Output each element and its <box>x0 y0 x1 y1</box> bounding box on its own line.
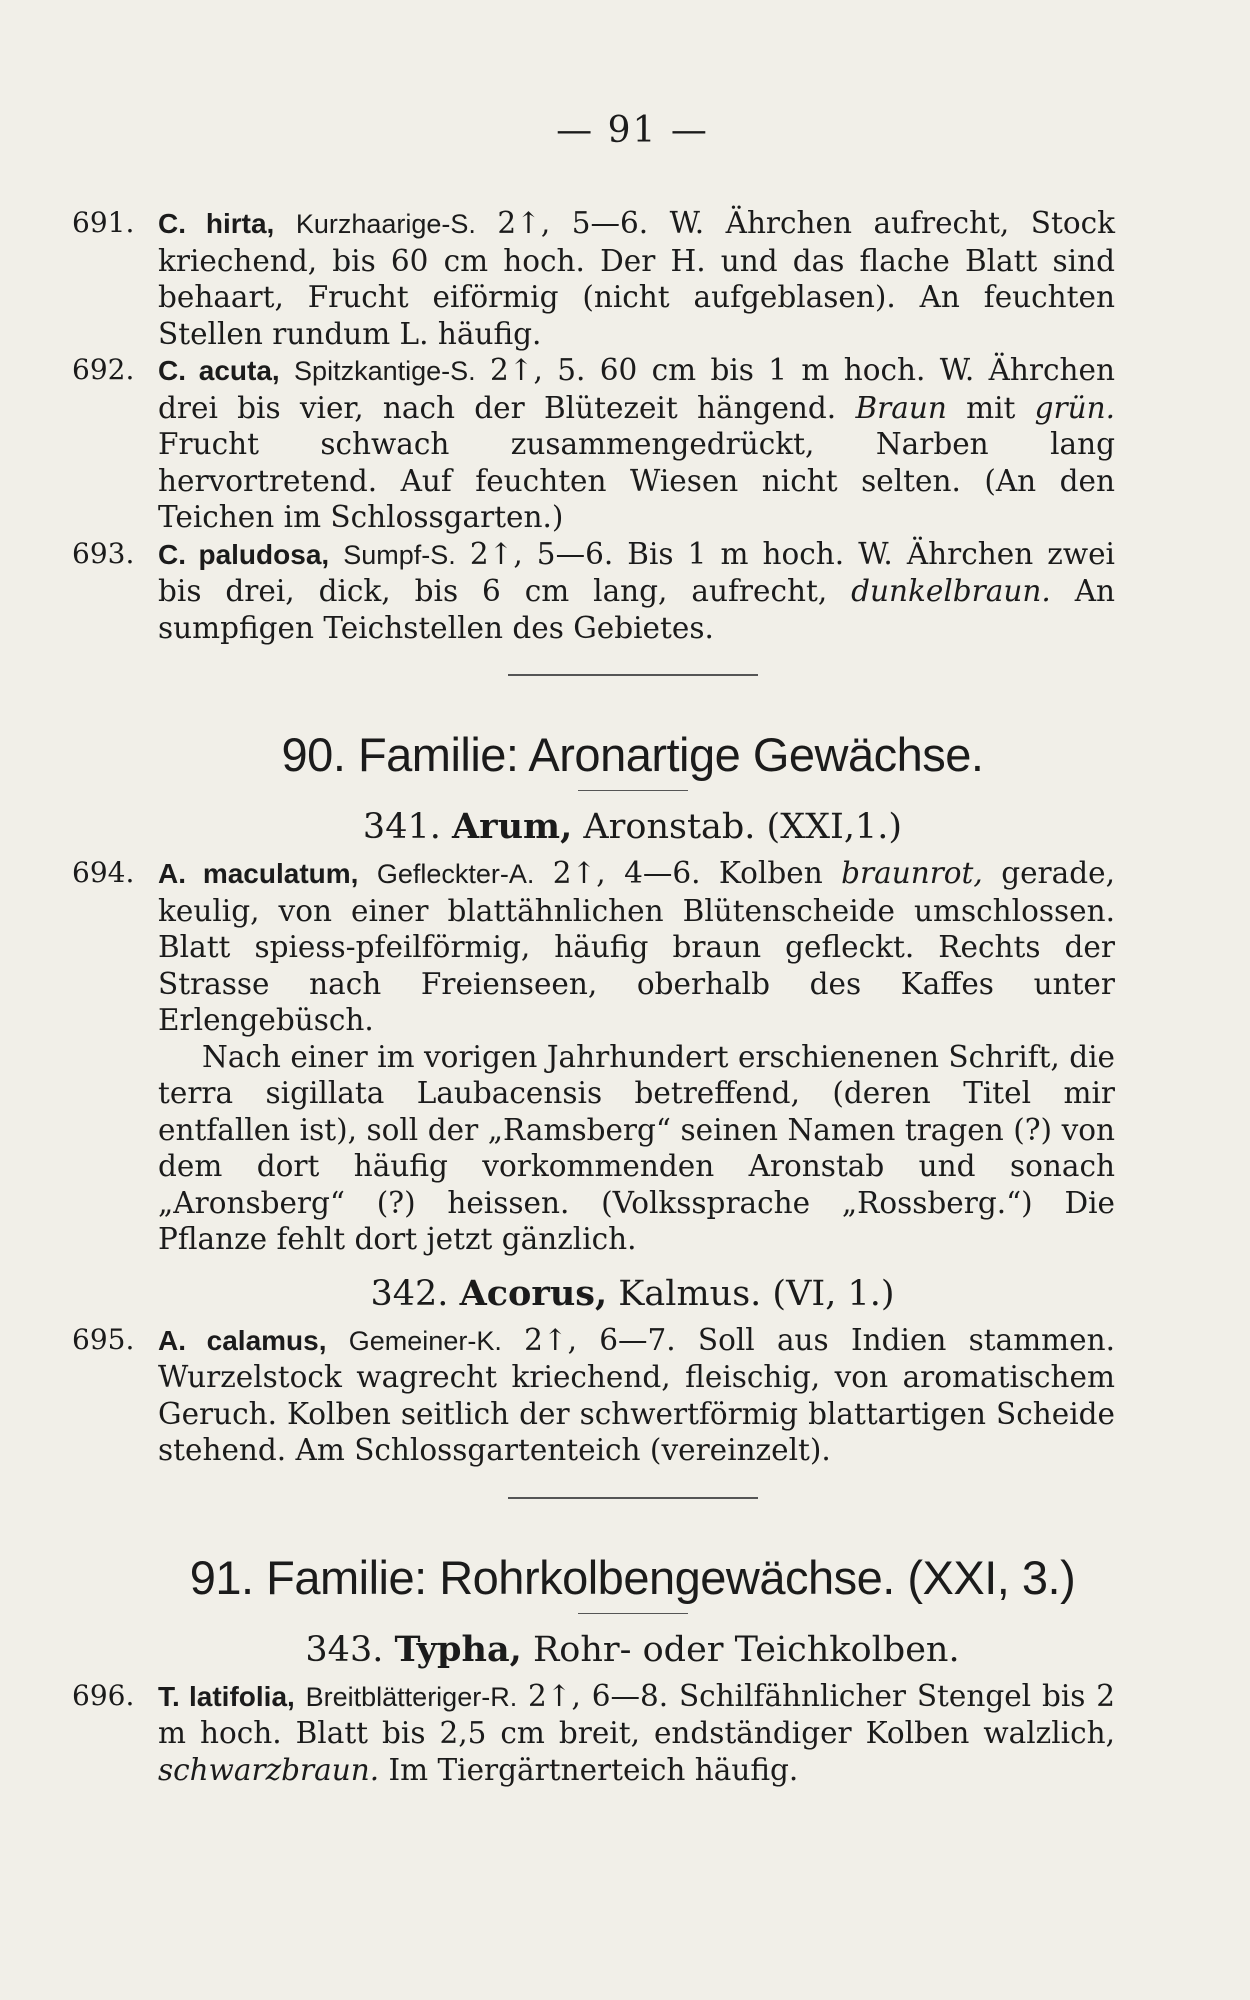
scientific-name: C. hirta, <box>158 208 275 239</box>
entry-number: 696. <box>72 1678 135 1712</box>
scientific-name: A. maculatum, <box>158 858 359 889</box>
genus-number: 342. <box>370 1273 449 1314</box>
genus-rest: Kalmus. (VI, 1.) <box>607 1273 895 1314</box>
common-name: Gefleckter-A. <box>376 859 535 889</box>
entry-italic: braunrot, <box>841 856 983 890</box>
entry-number: 692. <box>72 353 135 386</box>
entry-number: 695. <box>72 1322 135 1356</box>
genus-name: Typha, <box>394 1628 522 1670</box>
entry-text: 2↑, 5—6. Bis 1 m hoch. W. Ährchen zwei bis drei, dick, bis 6 cm lang, aufrecht, <box>158 536 1115 608</box>
scientific-name: A. calamus, <box>158 1324 327 1356</box>
genus-rest: Rohr- oder Teichkolben. <box>521 1629 960 1670</box>
entry-italic: grün. <box>1034 390 1115 425</box>
entry-693 <box>72 536 1115 647</box>
page-number: — 91 — <box>556 110 709 151</box>
common-name: Sumpf-S. <box>343 539 456 570</box>
common-name: Gemeiner-K. <box>348 1325 502 1356</box>
genus-number: 341. <box>362 807 441 847</box>
common-name: Breitblätteriger-R. <box>305 1681 518 1712</box>
entry-italic: Braun <box>855 390 947 425</box>
note-paragraph: Nach einer im vorigen Jahrhundert erschienenen Schrift, die terra sigillata Laubacensis betreffend, (deren Titel mir entfallen ist), soll der „Ramsberg“ seinen Namen tragen (?) von dem dort häufig vorkommenden Aronstab und sonach „Aronsberg“ (?) heissen. (Volkssprache „Rossberg.“) Die Pflanze fehlt dort jetzt gänzlich. <box>158 1039 1115 1256</box>
entry-italic: schwarzbraun. <box>158 1752 380 1787</box>
entry-691 <box>72 205 1116 352</box>
entry-number: 691. <box>72 206 135 239</box>
genus-rest: Aronstab. (XXI,1.) <box>572 807 903 847</box>
genus-heading-343 <box>150 1628 1115 1672</box>
scientific-name: C. acuta, <box>158 355 280 386</box>
family-heading-91: 91. Familie: Rohrkolbengewächse. (XXI, 3.) <box>189 1550 1076 1604</box>
entry-695 <box>72 1322 1115 1469</box>
heading-underline <box>578 1613 688 1614</box>
genus-heading-341 <box>150 805 1115 849</box>
genus-number: 343. <box>305 1629 384 1670</box>
genus-name: Arum, <box>452 806 573 847</box>
entry-text: 2↑, 6—7. Soll aus Indien stammen. Wurzelstock wagrecht kriechend, fleischig, von aromatischem Geruch. Kolben seitlich der schwertförmig blattartigen Scheide stehend. Am Schlossgartenteich (vereinzelt). <box>158 1322 1115 1467</box>
entry-number: 694. <box>72 856 135 889</box>
entry-692 <box>72 352 1115 536</box>
heading-underline <box>578 790 688 791</box>
entry-text: 2↑, 5—6. W. Ährchen aufrecht, Stock kriechend, bis 60 cm hoch. Der H. und das flache Blatt sind behaart, Frucht eiförmig (nicht aufgeblasen). An feuchten Stellen rundum L. häufig. <box>158 206 1116 351</box>
entry-text: Im Tiergärtnerteich häufig. <box>379 1752 799 1787</box>
entry-text: 2↑, 6—8. Schilfähnlicher Stengel bis 2 m hoch. Blatt bis 2,5 cm breit, endständiger Kolben walzlich, <box>158 1678 1115 1750</box>
entry-text: An sumpfigen Teichstellen des Gebietes. <box>158 574 1115 645</box>
entry-number: 693. <box>72 536 135 570</box>
scientific-name: C. paludosa, <box>158 538 330 570</box>
entry-text: gerade, keulig, von einer blattähnlichen Blütenscheide umschlossen. Blatt spiess-pfeilförmig, häufig braun gefleckt. Rechts der Strasse nach Freienseen, oberhalb des Kaffes unter Erlengebüsch. <box>158 856 1115 1037</box>
entry-694 <box>72 855 1115 1039</box>
entry-text: 2↑, 4—6. Kolben <box>534 856 842 890</box>
entry-text: mit <box>946 390 1035 425</box>
genus-name: Acorus, <box>459 1272 608 1314</box>
common-name: Spitzkantige-S. <box>294 356 476 386</box>
entry-italic: dunkelbraun. <box>851 574 1051 608</box>
entry-text: Frucht schwach zusammengedrückt, Narben lang hervortretend. Auf feuchten Wiesen nicht selten. (An den Teichen im Schlossgarten.) <box>158 427 1115 534</box>
genus-heading-342 <box>150 1272 1115 1316</box>
common-name: Kurzhaarige-S. <box>295 209 476 239</box>
section-divider <box>508 1497 758 1499</box>
entry-696 <box>72 1678 1115 1789</box>
entry-text: 2↑, 5. 60 cm bis 1 m hoch. W. Ährchen drei bis vier, nach der Blütezeit hängend. <box>158 353 1115 425</box>
family-heading-90: 90. Familie: Aronartige Gewächse. <box>281 728 984 781</box>
section-divider <box>508 674 758 676</box>
scientific-name: T. latifolia, <box>158 1680 295 1712</box>
